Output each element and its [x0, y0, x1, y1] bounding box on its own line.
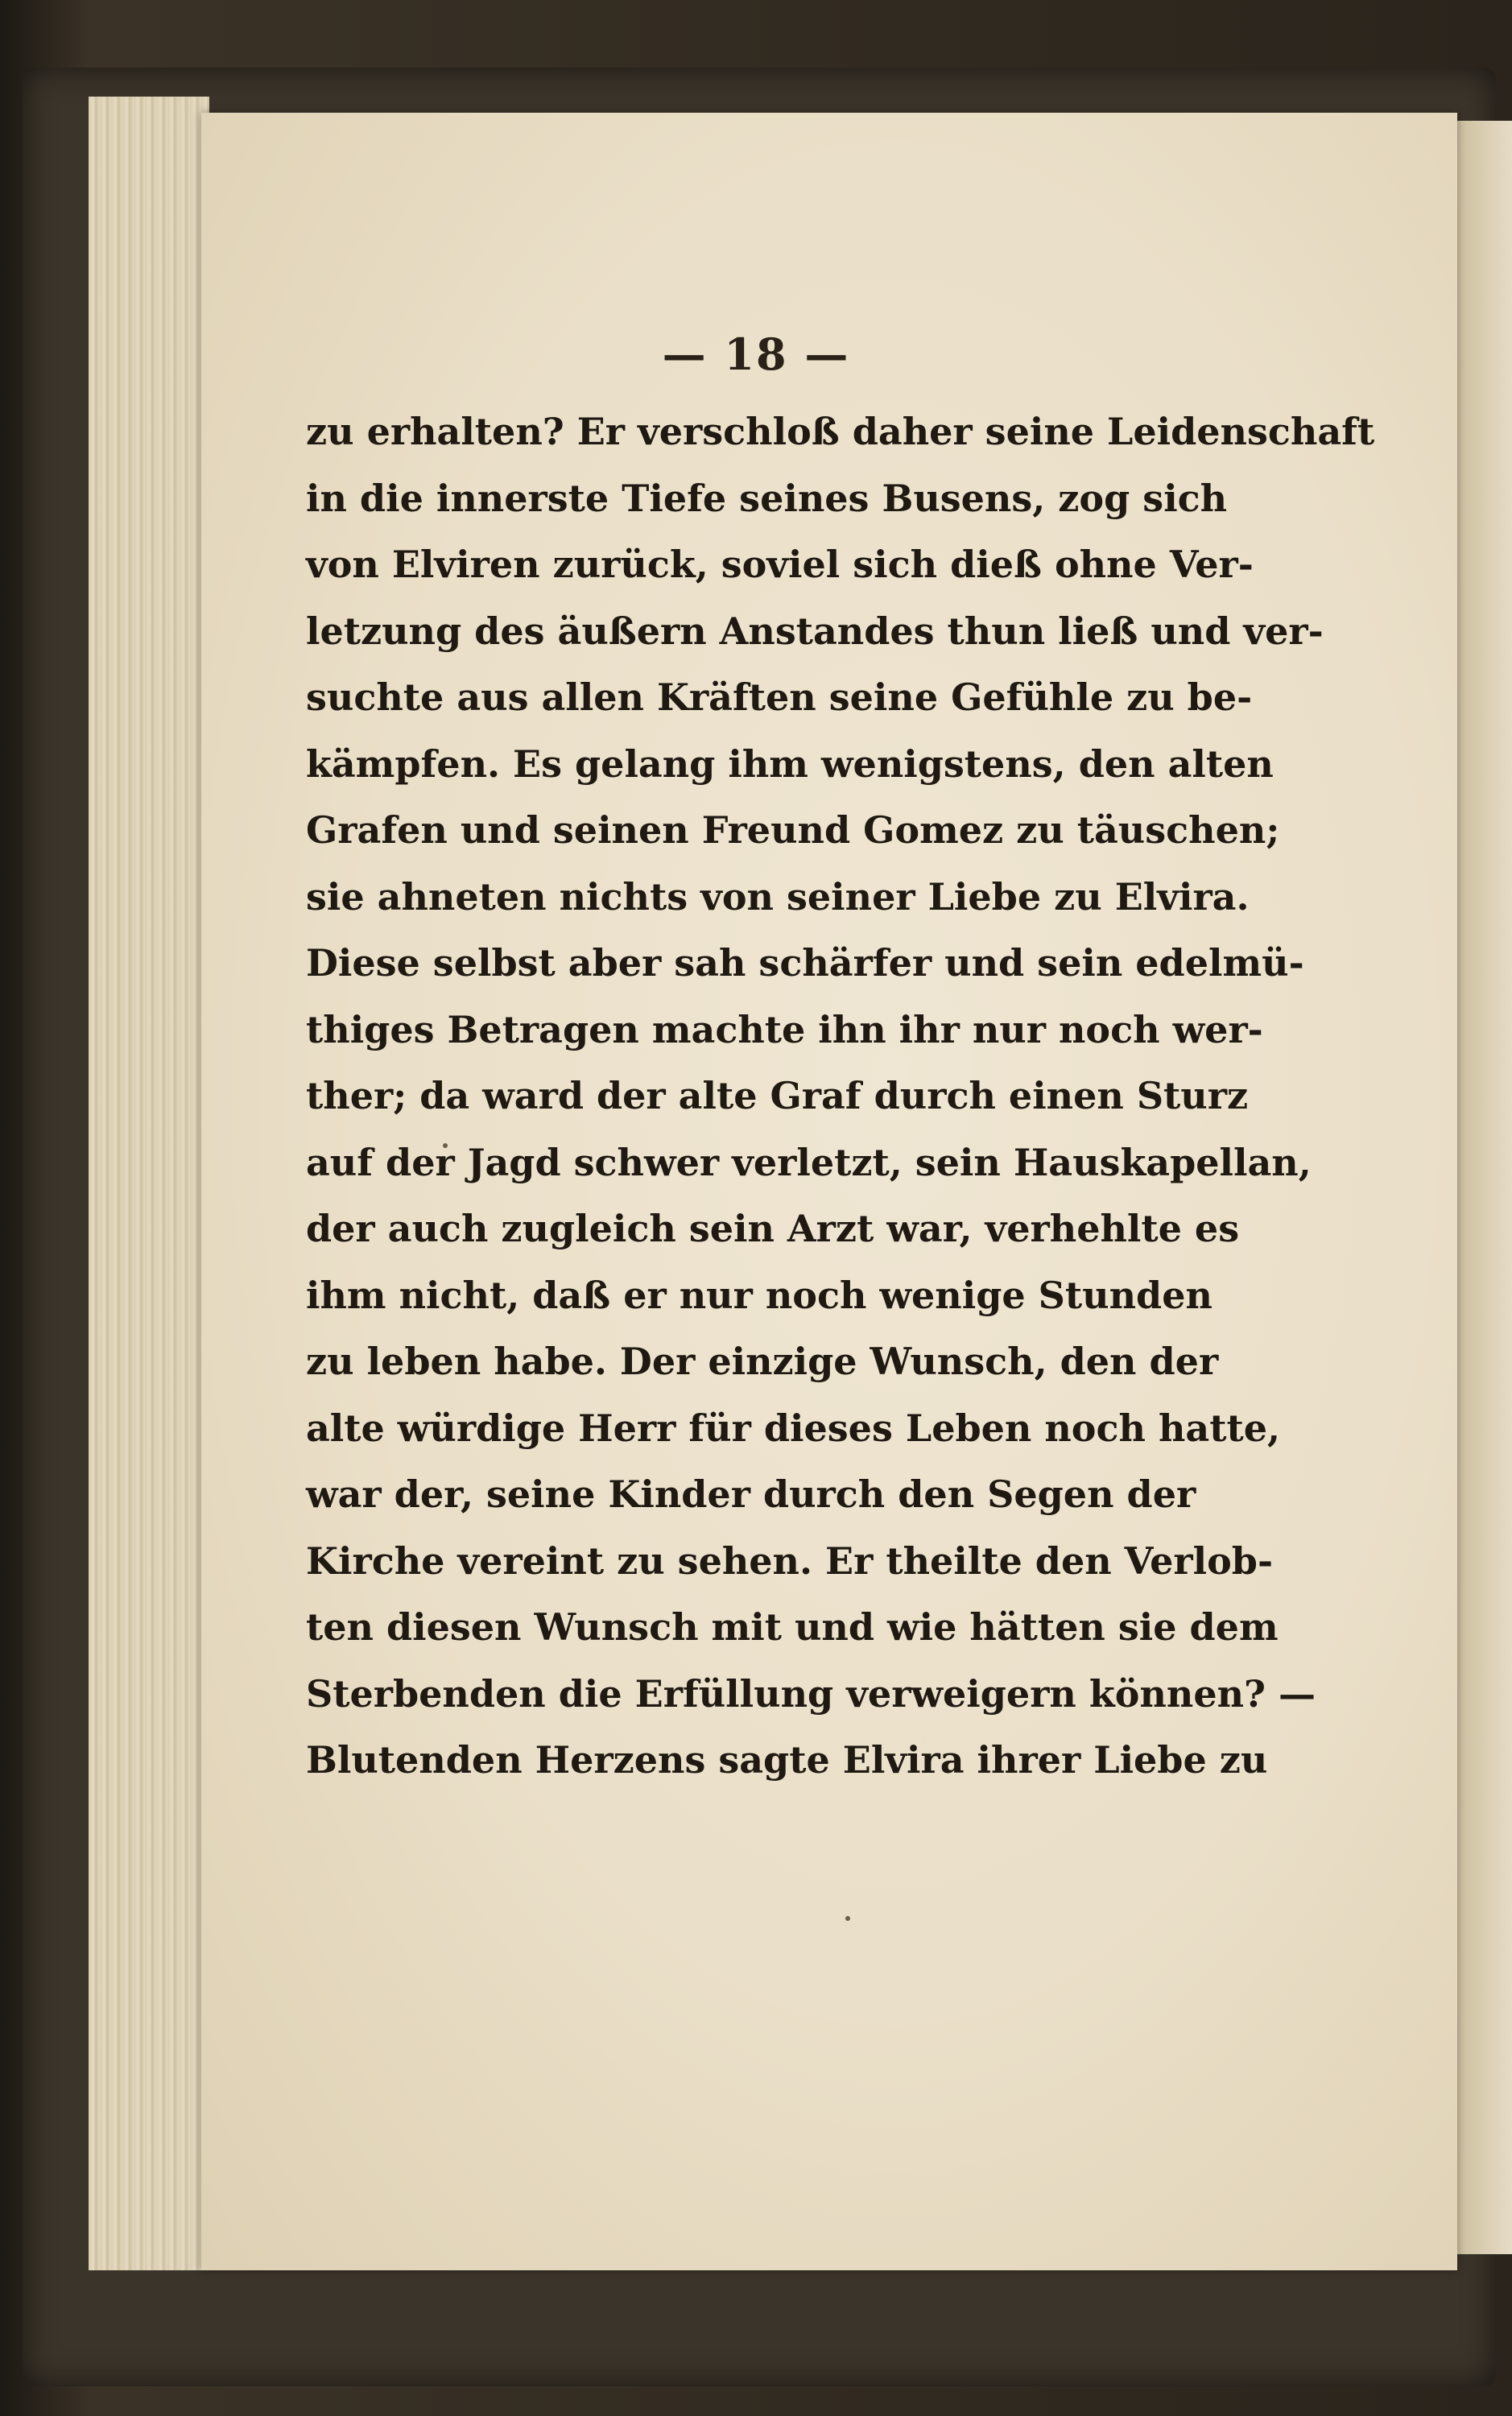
- text-line: Sterbenden die Erfüllung verweigern können? —: [306, 1671, 1316, 1716]
- text-line: ihm nicht, daß er nur noch wenige Stunden: [306, 1273, 1212, 1317]
- text-line: der auch zugleich sein Arzt war, verhehlte es: [306, 1207, 1240, 1250]
- text-line: von Elviren zurück, soviel sich dieß ohne Ver-: [306, 543, 1254, 586]
- text-line: war der, seine Kinder durch den Segen der: [306, 1472, 1196, 1516]
- text-line: Grafen und seinen Freund Gomez zu täuschen;: [306, 808, 1280, 852]
- text-line: auf der Jagd schwer verletzt, sein Hauskapellan,: [306, 1140, 1312, 1184]
- text-line: ther; da ward der alte Graf durch einen Sturz: [306, 1074, 1249, 1117]
- text-line: zu leben habe. Der einzige Wunsch, den der: [306, 1340, 1219, 1383]
- text-line: alte würdige Herr für dieses Leben noch hatte,: [306, 1406, 1280, 1450]
- text-line: Diese selbst aber sah schärfer und sein edelmü-: [306, 941, 1304, 985]
- page-edges: [89, 97, 209, 2270]
- text-line: letzung des äußern Anstandes thun ließ und ver-: [306, 609, 1324, 653]
- text-block: [306, 399, 1375, 1794]
- text-line: thiges Betragen machte ihn ihr nur noch wer-: [306, 1007, 1263, 1051]
- paper-speck: [845, 1916, 850, 1921]
- text-line: Kirche vereint zu sehen. Er theilte den Verlob-: [306, 1538, 1274, 1583]
- text-line: Blutenden Herzens sagte Elvira ihrer Liebe zu: [306, 1738, 1268, 1782]
- facing-page-edge: [1457, 121, 1512, 2254]
- text-line: ten diesen Wunsch mit und wie hätten sie dem: [306, 1605, 1279, 1649]
- text-line: in die innerste Tiefe seines Busens, zog sich: [306, 476, 1228, 520]
- text-line: sie ahneten nichts von seiner Liebe zu Elvira.: [306, 874, 1250, 919]
- text-line: kämpfen. Es gelang ihm wenigstens, den alten: [306, 741, 1274, 786]
- page-number: — 18 —: [662, 328, 850, 380]
- text-line: suchte aus allen Kräften seine Gefühle zu be-: [306, 675, 1253, 719]
- text-line: zu erhalten? Er verschloß daher seine Leidenschaft: [306, 410, 1375, 453]
